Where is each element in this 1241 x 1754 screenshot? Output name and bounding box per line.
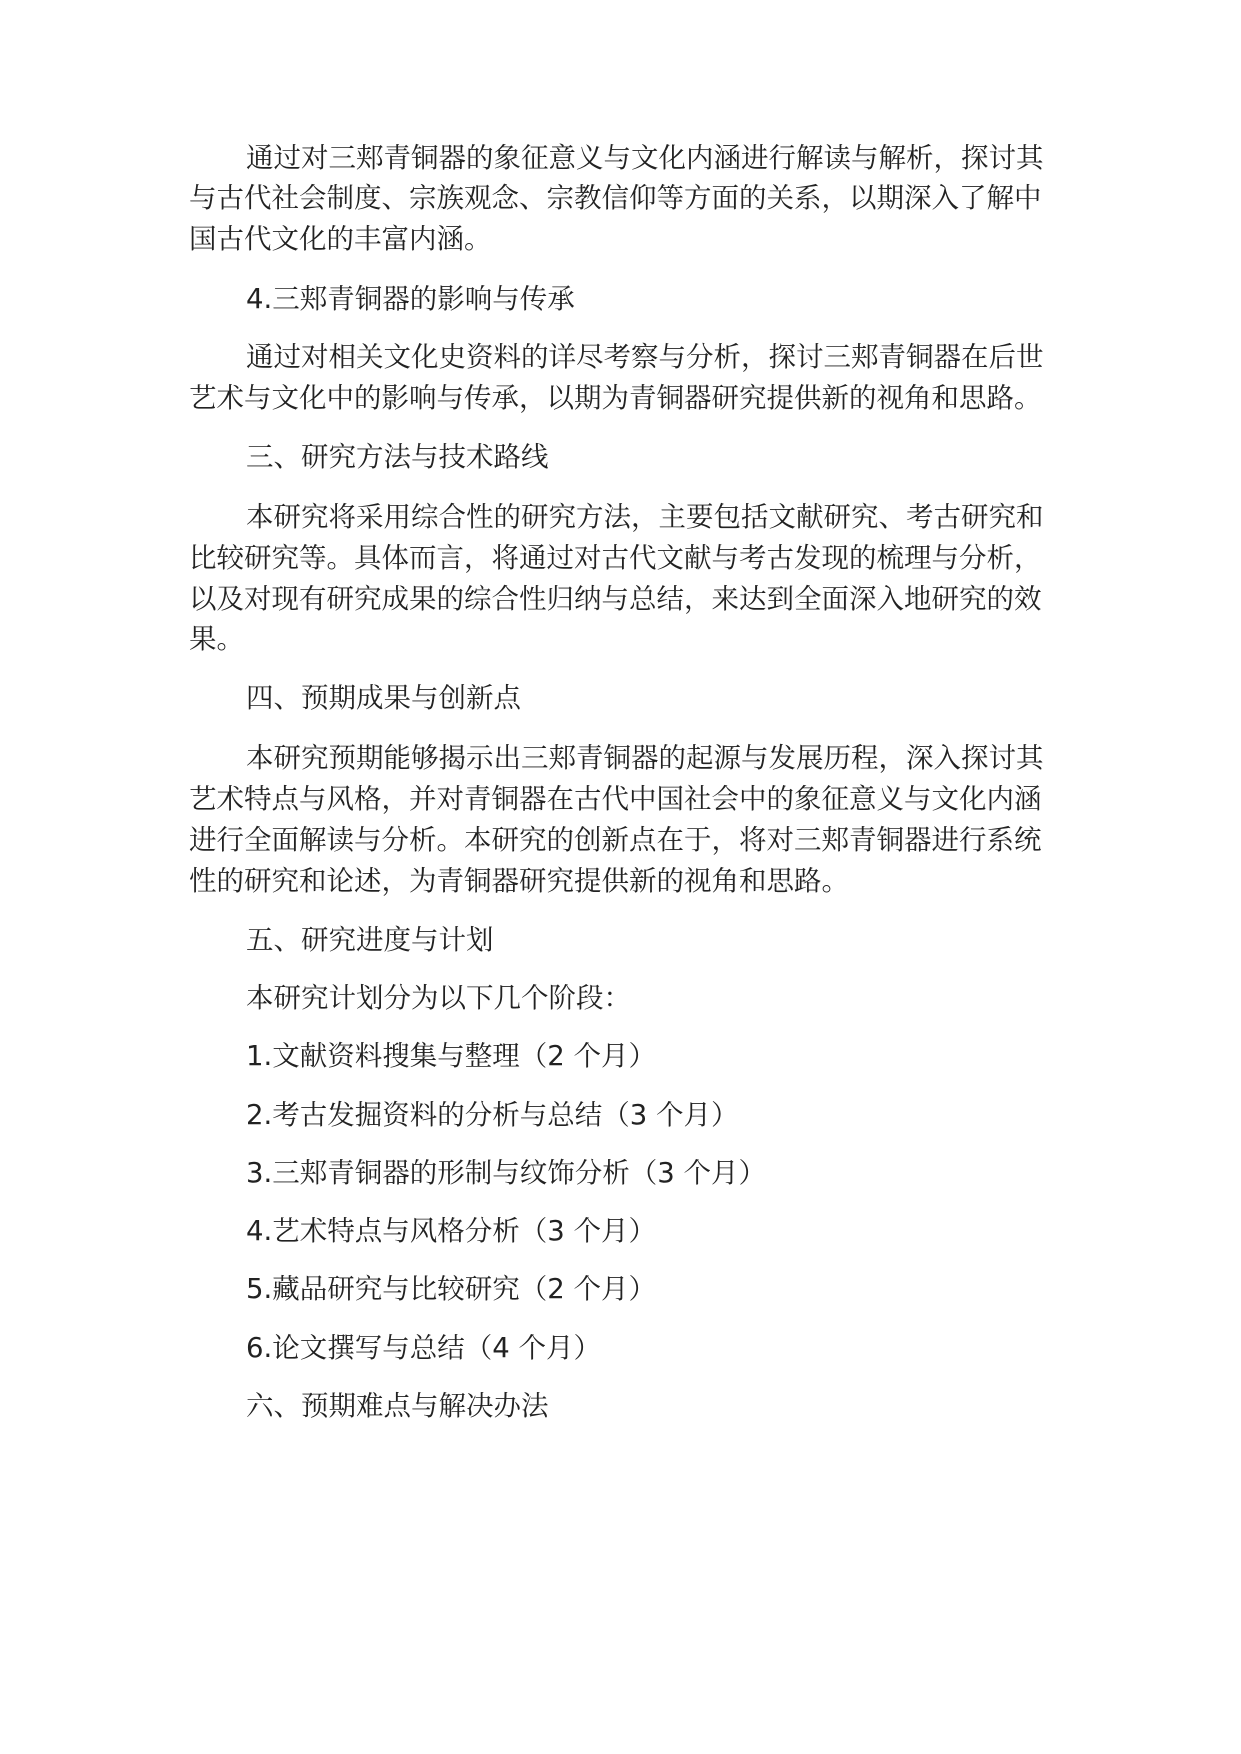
section-heading: 六、预期难点与解决办法 xyxy=(246,1390,549,1422)
paragraph-line: 通过对相关文化史资料的详尽考察与分析，探讨三郏青铜器在后世 xyxy=(246,341,1044,373)
paragraph-line: 本研究预期能够揭示出三郏青铜器的起源与发展历程，深入探讨其 xyxy=(246,742,1044,774)
subsection-heading: 4.三郏青铜器的影响与传承 xyxy=(246,283,575,315)
list-item: 3.三郏青铜器的形制与纹饰分析（3 个月） xyxy=(246,1157,766,1189)
paragraph-line: 进行全面解读与分析。本研究的创新点在于，将对三郏青铜器进行系统 xyxy=(189,824,1042,856)
paragraph-line: 与古代社会制度、宗族观念、宗教信仰等方面的关系，以期深入了解中 xyxy=(189,182,1042,214)
section-heading: 三、研究方法与技术路线 xyxy=(246,441,549,473)
list-item: 2.考古发掘资料的分析与总结（3 个月） xyxy=(246,1099,739,1131)
paragraph-line: 国古代文化的丰富内涵。 xyxy=(189,223,492,255)
section-heading: 四、预期成果与创新点 xyxy=(246,682,521,714)
list-item: 6.论文撰写与总结（4 个月） xyxy=(246,1332,601,1364)
paragraph-line: 以及对现有研究成果的综合性归纳与总结，来达到全面深入地研究的效 xyxy=(189,583,1042,615)
section-heading: 五、研究进度与计划 xyxy=(246,924,494,956)
paragraph-line: 通过对三郏青铜器的象征意义与文化内涵进行解读与解析，探讨其 xyxy=(246,142,1044,174)
paragraph-line: 本研究计划分为以下几个阶段： xyxy=(246,982,631,1014)
list-item: 5.藏品研究与比较研究（2 个月） xyxy=(246,1273,656,1305)
list-item: 1.文献资料搜集与整理（2 个月） xyxy=(246,1040,656,1072)
paragraph-line: 比较研究等。具体而言，将通过对古代文献与考古发现的梳理与分析， xyxy=(189,542,1042,574)
paragraph-line: 艺术与文化中的影响与传承，以期为青铜器研究提供新的视角和思路。 xyxy=(189,382,1042,414)
list-item: 4.艺术特点与风格分析（3 个月） xyxy=(246,1215,656,1247)
paragraph-line: 本研究将采用综合性的研究方法，主要包括文献研究、考古研究和 xyxy=(246,501,1044,533)
paragraph-line: 艺术特点与风格，并对青铜器在古代中国社会中的象征意义与文化内涵 xyxy=(189,783,1042,815)
paragraph-line: 果。 xyxy=(189,623,244,655)
paragraph-line: 性的研究和论述，为青铜器研究提供新的视角和思路。 xyxy=(189,865,849,897)
